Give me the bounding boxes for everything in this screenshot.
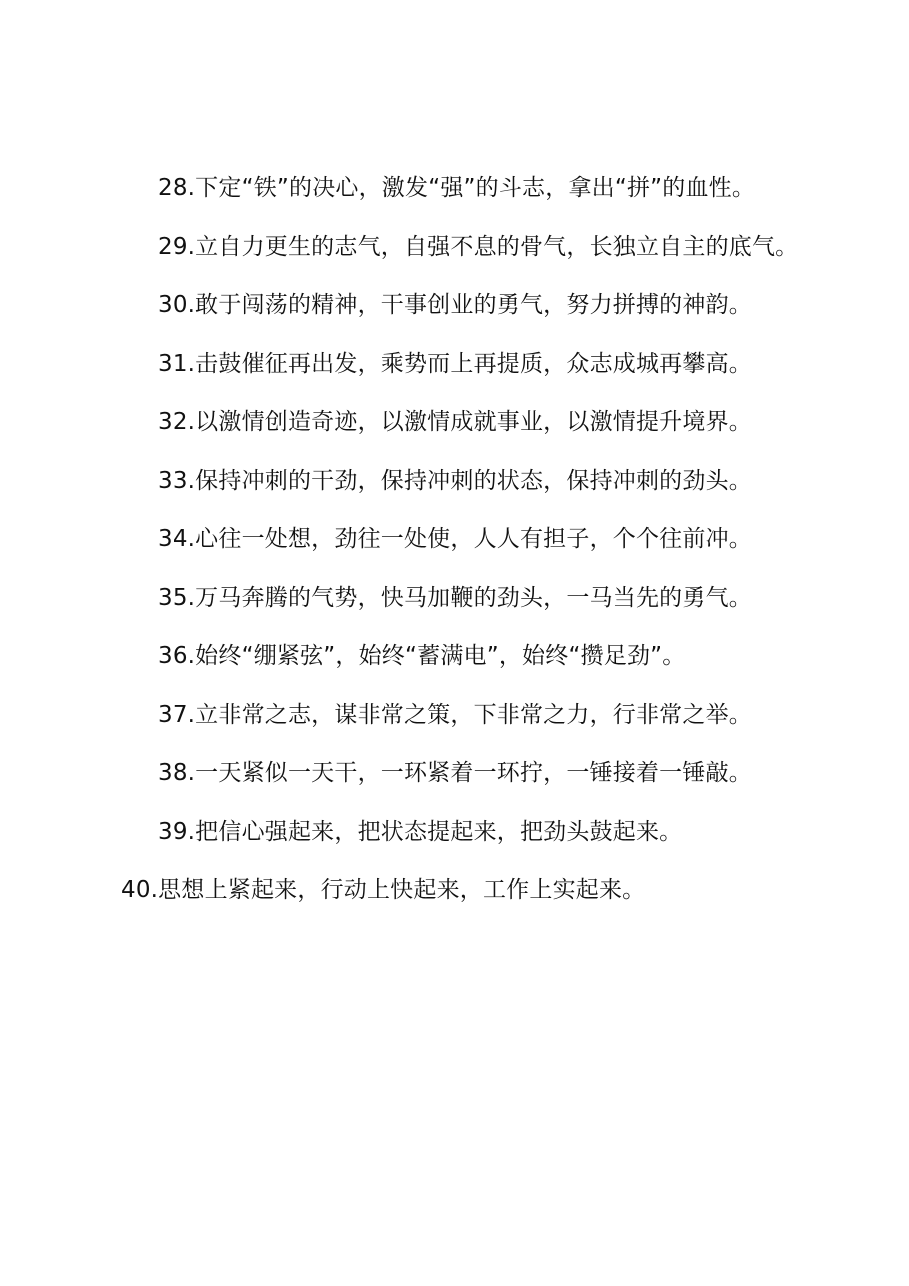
paragraph-31: 31.击鼓催征再出发，乘势而上再提质，众志成城再攀高。 — [158, 350, 752, 377]
paragraph-39: 39.把信心强起来，把状态提起来，把劲头鼓起来。 — [158, 818, 683, 845]
paragraph-34: 34.心往一处想，劲往一处使，人人有担子，个个往前冲。 — [158, 526, 752, 552]
paragraph-32: 32.以激情创造奇迹，以激情成就事业，以激情提升境界。 — [158, 409, 752, 435]
paragraph-30: 30.敢于闯荡的精神，干事创业的勇气，努力拼搏的神韵。 — [158, 292, 752, 318]
document-body — [121, 164, 799, 925]
paragraph-29: 29.立自力更生的志气，自强不息的骨气，长独立自主的底气。 — [158, 233, 799, 260]
paragraph-36: 36.始终“绷紧弦”，始终“蓄满电”，始终“攒足劲”。 — [158, 643, 686, 669]
paragraph-28: 28.下定“铁”的决心，激发“强”的斗志，拿出“拼”的血性。 — [158, 175, 756, 201]
paragraph-37: 37.立非常之志，谋非常之策，下非常之力，行非常之举。 — [158, 701, 752, 728]
paragraph-38: 38.一天紧似一天干，一环紧着一环拧，一锤接着一锤敲。 — [158, 760, 752, 786]
paragraph-40: 40.思想上紧起来，行动上快起来，工作上实起来。 — [121, 877, 646, 903]
paragraph-35: 35.万马奔腾的气势，快马加鞭的劲头，一马当先的勇气。 — [158, 584, 752, 611]
paragraph-33: 33.保持冲刺的干劲，保持冲刺的状态，保持冲刺的劲头。 — [158, 467, 752, 494]
